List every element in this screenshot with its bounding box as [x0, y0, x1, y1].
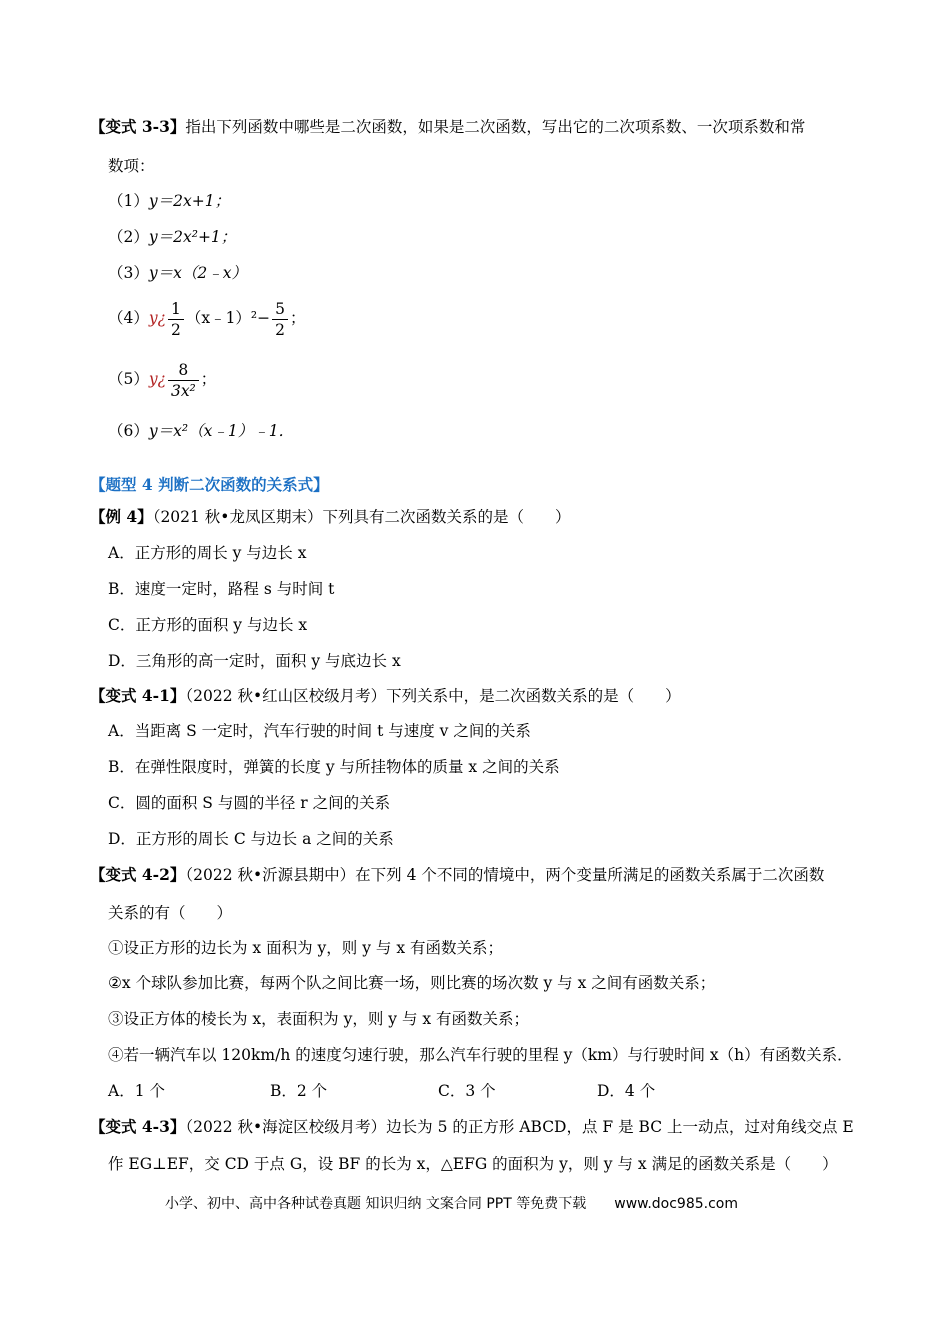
- function-item-4: [108, 296, 306, 340]
- option-b: B．速度一定时，路程 s 与时间 t: [108, 580, 335, 598]
- option-c: C．圆的面积 S 与圆的半径 r 之间的关系: [108, 794, 391, 812]
- question-text: （2022 秋•海淀区校级月考）边长为 5 的正方形 ABCD，点 F 是 BC 上一动点，过对角线交点 E: [185, 1118, 854, 1136]
- option-b: B．2 个: [270, 1082, 328, 1100]
- fraction-numerator: 8: [168, 360, 199, 381]
- footer-link[interactable]: www.doc985.com: [614, 1196, 738, 1212]
- function-item-1: [108, 191, 230, 211]
- function-item-5: [108, 357, 216, 401]
- fraction-denominator: 2: [170, 320, 181, 339]
- option-d: D．4 个: [597, 1082, 656, 1100]
- option-c: C．正方形的面积 y 与边长 x: [108, 616, 308, 634]
- question-text: （2022 秋•沂源县期中）在下列 4 个不同的情境中，两个变量所满足的函数关系属于二次函数: [185, 866, 825, 884]
- variant-4-1-question: [90, 686, 681, 706]
- fraction-one-half: [168, 299, 184, 340]
- item-expression: y＝2x²+1；: [148, 228, 237, 246]
- function-item-6: [108, 421, 294, 441]
- question-text-continued: 作 EG⊥EF，交 CD 于点 G，设 BF 的长为 x，△EFG 的面积为 y，则 y 与 x 满足的函数关系是（ ）: [108, 1155, 838, 1173]
- option-a: A．当距离 S 一定时，汽车行驶的时间 t 与速度 v 之间的关系: [108, 722, 531, 740]
- scenario-2: ②x 个球队参加比赛，每两个队之间比赛一场，则比赛的场次数 y 与 x 之间有函数关系；: [108, 974, 716, 992]
- item-expression: y＝x²（x﹣1）﹣1．: [148, 422, 295, 440]
- option-d: D．三角形的高一定时，面积 y 与底边长 x: [108, 652, 401, 670]
- variant-4-2-question: [90, 865, 824, 885]
- item-expression: （x﹣1）²−: [185, 309, 271, 327]
- variant-tag: 【变式 3-3】: [90, 117, 186, 136]
- item-expression: y＝x（2﹣x）: [148, 264, 247, 282]
- item-end: ；: [290, 309, 306, 327]
- variant-tag: 【变式 4-1】: [90, 686, 186, 705]
- option-d: D．正方形的周长 C 与边长 a 之间的关系: [108, 830, 394, 848]
- scenario-1: ①设正方形的边长为 x 面积为 y，则 y 与 x 有函数关系；: [108, 939, 503, 957]
- footer-text: 小学、初中、高中各种试卷真题 知识归纳 文案合同 PPT 等免费下载: [165, 1196, 587, 1212]
- item-number: （6）: [108, 422, 149, 440]
- section-heading-type-4: 【题型 4 判断二次函数的关系式】: [90, 475, 329, 494]
- item-number: （2）: [108, 228, 149, 246]
- scenario-3: ③设正方体的棱长为 x，表面积为 y，则 y 与 x 有函数关系；: [108, 1010, 530, 1028]
- fraction-denominator: 2: [275, 320, 286, 339]
- question-text-continued: 关系的有（ ）: [108, 904, 233, 922]
- footer: [165, 1193, 738, 1213]
- question-text: （2021 秋•龙凤区期末）下列具有二次函数关系的是（ ）: [152, 508, 571, 526]
- question-text: 指出下列函数中哪些是二次函数，如果是二次函数，写出它的二次项系数、一次项系数和常: [185, 118, 806, 136]
- variant-tag: 【变式 4-3】: [90, 1117, 186, 1136]
- item-number: （4）: [108, 309, 149, 327]
- option-a: A．1 个: [108, 1082, 165, 1100]
- item-number: （3）: [108, 264, 149, 282]
- item-number: （1）: [108, 192, 149, 210]
- item-y-glyph: y¿: [148, 309, 166, 327]
- option-b: B．在弹性限度时，弹簧的长度 y 与所挂物体的质量 x 之间的关系: [108, 758, 560, 776]
- option-a: A．正方形的周长 y 与边长 x: [108, 544, 307, 562]
- example-4-question: [90, 507, 570, 527]
- option-c: C．3 个: [438, 1082, 496, 1100]
- variant-3-3-question: [90, 117, 805, 137]
- example-tag: 【例 4】: [90, 507, 153, 526]
- item-expression: y＝2x+1；: [148, 192, 231, 210]
- item-end: ；: [200, 370, 217, 388]
- fraction-eight-over-3x2: [168, 360, 199, 401]
- question-text-continued: 数项：: [108, 157, 155, 175]
- fraction-denominator: 3x²: [170, 381, 196, 400]
- function-item-3: [108, 263, 247, 283]
- variant-tag: 【变式 4-2】: [90, 865, 186, 884]
- fraction-numerator: 5: [272, 299, 288, 320]
- function-item-2: [108, 227, 236, 247]
- fraction-numerator: 1: [168, 299, 184, 320]
- variant-4-3-question: [90, 1117, 854, 1137]
- item-y-glyph: y¿: [148, 370, 166, 388]
- item-number: （5）: [108, 370, 149, 388]
- question-text: （2022 秋•红山区校级月考）下列关系中，是二次函数关系的是（ ）: [185, 687, 681, 705]
- scenario-4: ④若一辆汽车以 120km/h 的速度匀速行驶，那么汽车行驶的里程 y（km）与行驶时间 x（h）有函数关系．: [108, 1046, 853, 1064]
- fraction-five-halves: [272, 299, 288, 340]
